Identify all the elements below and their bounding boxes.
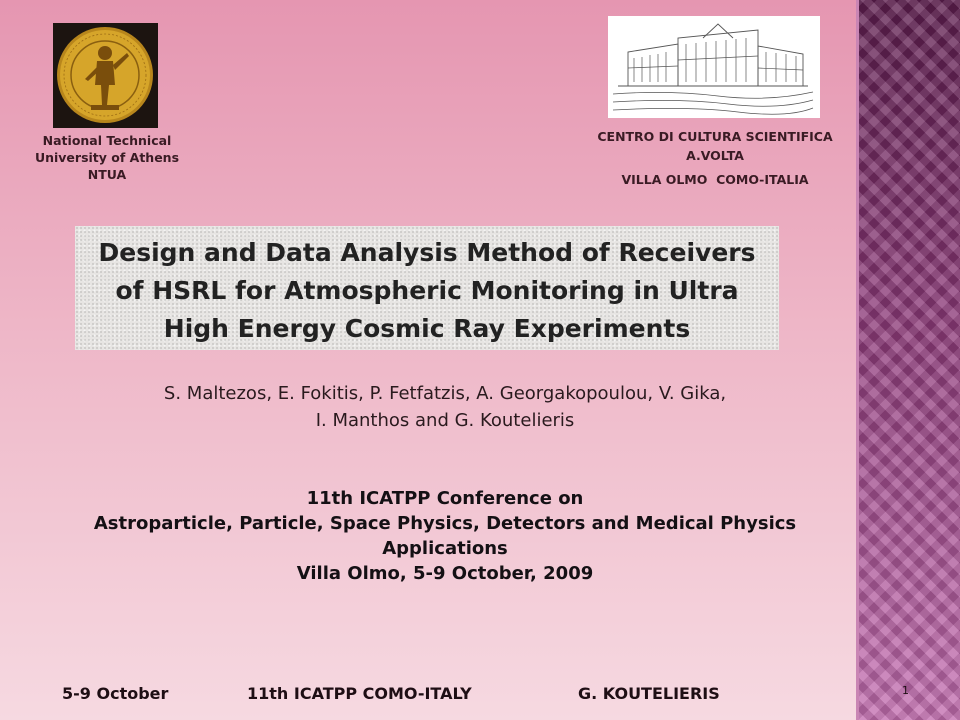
villa-olmo-drawing-icon	[608, 16, 820, 118]
ntua-caption	[12, 132, 202, 183]
centro-caption	[575, 127, 855, 165]
footer-event: 11th ICATPP COMO-ITALY	[247, 684, 472, 703]
conference-info	[30, 486, 860, 586]
centro-caption-line: CENTRO DI CULTURA SCIENTIFICA	[597, 129, 833, 144]
title-line: High Energy Cosmic Ray Experiments	[163, 314, 691, 343]
authors-line: I. Manthos and G. Koutelieris	[315, 410, 575, 431]
authors	[40, 380, 850, 434]
ntua-seal-icon	[53, 23, 158, 128]
conference-line: Applications	[382, 538, 508, 559]
conference-line: Astroparticle, Particle, Space Physics, Detectors and Medical Physics	[93, 513, 797, 534]
conference-line: 11th ICATPP Conference on	[306, 488, 584, 509]
footer-date: 5-9 October	[62, 684, 169, 703]
title-line: Design and Data Analysis Method of Receivers	[98, 238, 756, 267]
centro-caption-line: A.VOLTA	[686, 148, 744, 163]
villa-caption: VILLA OLMO COMO-ITALIA	[621, 172, 809, 187]
footer-author: G. KOUTELIERIS	[578, 684, 720, 703]
title-line: of HSRL for Atmospheric Monitoring in Ultra	[115, 276, 739, 305]
sidebar-edge	[856, 0, 859, 720]
conference-line: Villa Olmo, 5-9 October, 2009	[296, 563, 594, 584]
authors-line: S. Maltezos, E. Fokitis, P. Fetfatzis, A. Georgakopoulou, V. Gika,	[163, 383, 727, 404]
page-number: 1	[902, 684, 909, 697]
ntua-caption-line: National Technical	[42, 133, 172, 148]
ntua-caption-line: University of Athens	[34, 150, 180, 165]
slide-title	[75, 226, 779, 350]
decorative-sidebar	[856, 0, 960, 720]
ntua-caption-line: NTUA	[87, 167, 127, 182]
